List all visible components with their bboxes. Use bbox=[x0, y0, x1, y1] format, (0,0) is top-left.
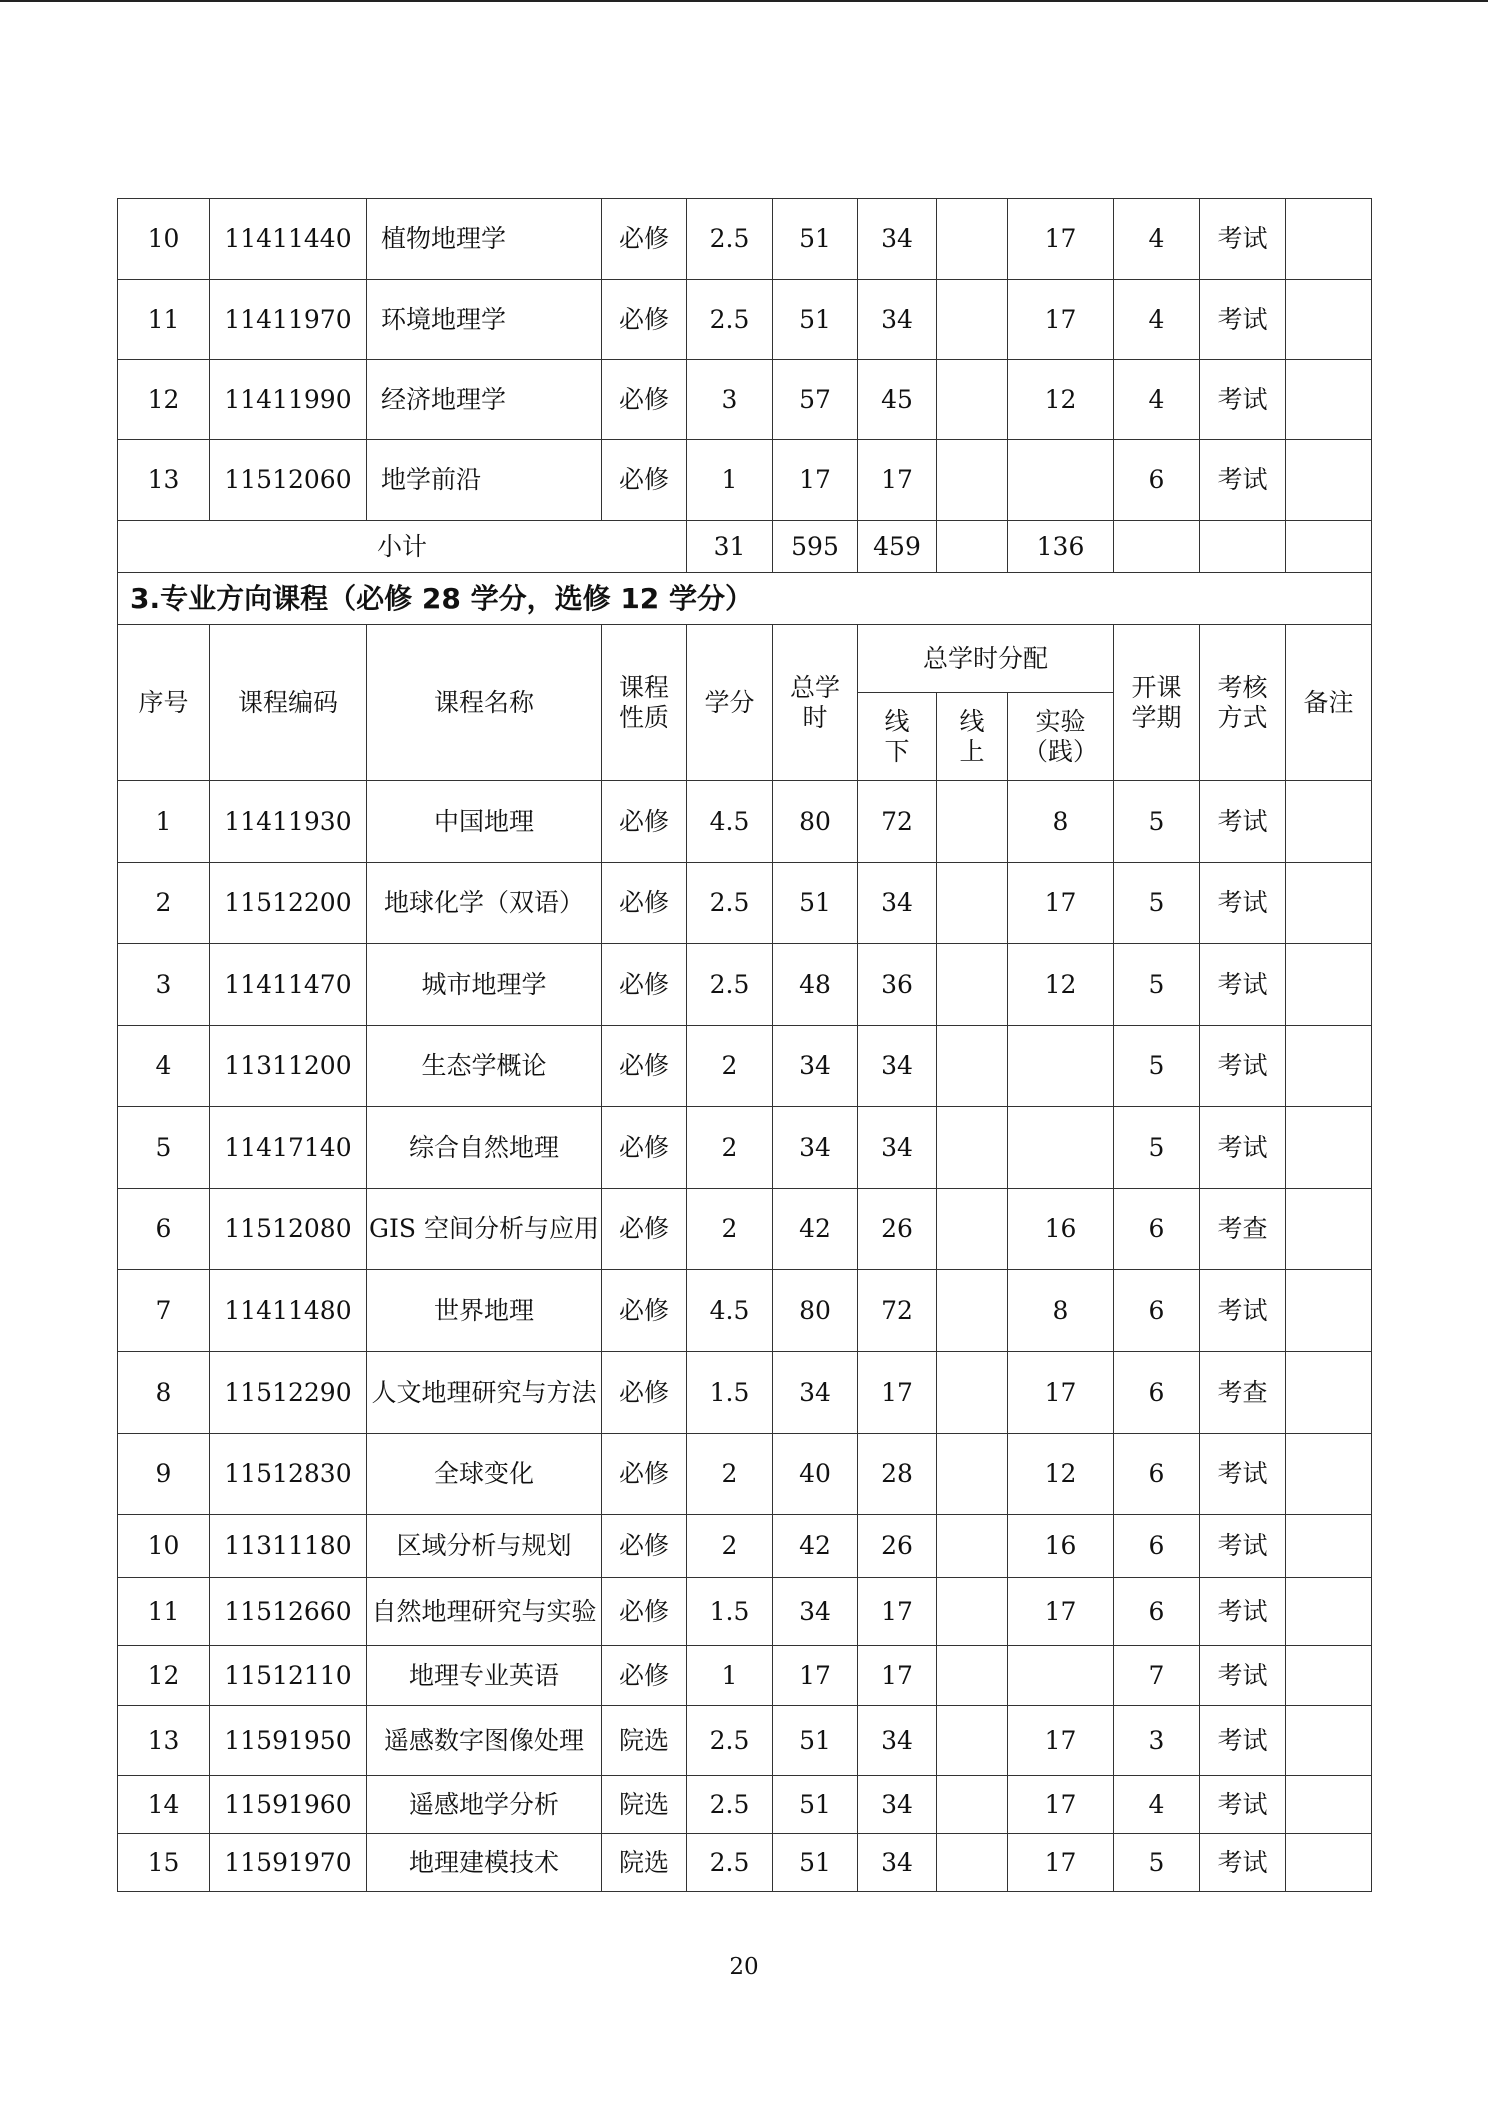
table-row bbox=[118, 280, 1372, 360]
header-hours-distribution: 总学时分配 bbox=[858, 625, 1114, 693]
cell-total-hours: 42 bbox=[773, 1515, 858, 1578]
cell-lab: 17 bbox=[1008, 1578, 1114, 1646]
cell-seq: 11 bbox=[118, 1578, 210, 1646]
cell-seq: 10 bbox=[118, 199, 210, 280]
cell-nature: 必修 bbox=[602, 280, 687, 360]
cell-online bbox=[937, 1434, 1008, 1515]
cell-note bbox=[1286, 944, 1372, 1026]
cell-total-hours: 34 bbox=[773, 1107, 858, 1189]
cell-online bbox=[937, 1352, 1008, 1434]
cell-note bbox=[1286, 1834, 1372, 1892]
cell-exam: 考试 bbox=[1200, 1834, 1286, 1892]
cell-exam: 考试 bbox=[1200, 1270, 1286, 1352]
cell-offline: 28 bbox=[858, 1434, 937, 1515]
cell-total-hours: 51 bbox=[773, 199, 858, 280]
cell-offline: 72 bbox=[858, 781, 937, 863]
cell-seq: 14 bbox=[118, 1776, 210, 1834]
cell-code: 11591970 bbox=[210, 1834, 367, 1892]
cell-term: 5 bbox=[1114, 1107, 1200, 1189]
cell-offline: 72 bbox=[858, 1270, 937, 1352]
table-row bbox=[118, 1515, 1372, 1578]
cell-term: 6 bbox=[1114, 1352, 1200, 1434]
cell-lab: 12 bbox=[1008, 1434, 1114, 1515]
cell-term: 5 bbox=[1114, 1834, 1200, 1892]
cell-total-hours: 40 bbox=[773, 1434, 858, 1515]
section-row bbox=[118, 573, 1372, 625]
header-name: 课程名称 bbox=[367, 625, 602, 781]
table-row bbox=[118, 440, 1372, 521]
table-row bbox=[118, 1646, 1372, 1706]
header-credit: 学分 bbox=[687, 625, 773, 781]
cell-seq: 10 bbox=[118, 1515, 210, 1578]
subtotal-total-hours: 595 bbox=[773, 521, 858, 573]
cell-lab: 17 bbox=[1008, 863, 1114, 944]
cell-exam: 考试 bbox=[1200, 1107, 1286, 1189]
cell-lab bbox=[1008, 440, 1114, 521]
cell-total-hours: 48 bbox=[773, 944, 858, 1026]
cell-lab: 12 bbox=[1008, 944, 1114, 1026]
cell-seq: 2 bbox=[118, 863, 210, 944]
subtotal-term bbox=[1114, 521, 1200, 573]
cell-lab: 8 bbox=[1008, 1270, 1114, 1352]
cell-nature: 必修 bbox=[602, 1270, 687, 1352]
cell-offline: 34 bbox=[858, 1834, 937, 1892]
cell-exam: 考试 bbox=[1200, 440, 1286, 521]
subtotal-online bbox=[937, 521, 1008, 573]
cell-code: 11411990 bbox=[210, 360, 367, 440]
cell-online bbox=[937, 360, 1008, 440]
cell-online bbox=[937, 1270, 1008, 1352]
cell-exam: 考试 bbox=[1200, 360, 1286, 440]
cell-total-hours: 34 bbox=[773, 1578, 858, 1646]
cell-exam: 考试 bbox=[1200, 1776, 1286, 1834]
cell-term: 4 bbox=[1114, 1776, 1200, 1834]
cell-online bbox=[937, 1646, 1008, 1706]
cell-seq: 11 bbox=[118, 280, 210, 360]
cell-code: 11512830 bbox=[210, 1434, 367, 1515]
cell-seq: 13 bbox=[118, 440, 210, 521]
cell-name: 生态学概论 bbox=[367, 1026, 602, 1107]
cell-lab: 17 bbox=[1008, 199, 1114, 280]
cell-seq: 15 bbox=[118, 1834, 210, 1892]
cell-nature: 必修 bbox=[602, 944, 687, 1026]
cell-nature: 必修 bbox=[602, 1515, 687, 1578]
header-offline: 线下 bbox=[858, 693, 937, 781]
cell-exam: 考试 bbox=[1200, 863, 1286, 944]
cell-lab: 17 bbox=[1008, 1776, 1114, 1834]
cell-name: 地理专业英语 bbox=[367, 1646, 602, 1706]
cell-online bbox=[937, 1834, 1008, 1892]
cell-offline: 34 bbox=[858, 863, 937, 944]
cell-offline: 45 bbox=[858, 360, 937, 440]
cell-code: 11411930 bbox=[210, 781, 367, 863]
cell-exam: 考查 bbox=[1200, 1352, 1286, 1434]
table-row bbox=[118, 1352, 1372, 1434]
header-exam: 考核方式 bbox=[1200, 625, 1286, 781]
cell-online bbox=[937, 1189, 1008, 1270]
cell-code: 11311180 bbox=[210, 1515, 367, 1578]
cell-credit: 2 bbox=[687, 1515, 773, 1578]
cell-note bbox=[1286, 1706, 1372, 1776]
cell-lab: 17 bbox=[1008, 1352, 1114, 1434]
table-row bbox=[118, 1107, 1372, 1189]
cell-exam: 考试 bbox=[1200, 1515, 1286, 1578]
cell-note bbox=[1286, 1270, 1372, 1352]
cell-nature: 必修 bbox=[602, 199, 687, 280]
cell-exam: 考试 bbox=[1200, 1646, 1286, 1706]
cell-lab bbox=[1008, 1107, 1114, 1189]
cell-nature: 必修 bbox=[602, 1578, 687, 1646]
table-row bbox=[118, 1578, 1372, 1646]
cell-lab: 17 bbox=[1008, 1834, 1114, 1892]
cell-online bbox=[937, 781, 1008, 863]
cell-credit: 2.5 bbox=[687, 280, 773, 360]
subtotal-body bbox=[118, 521, 1372, 625]
cell-credit: 2 bbox=[687, 1107, 773, 1189]
cell-nature: 必修 bbox=[602, 440, 687, 521]
cell-nature: 必修 bbox=[602, 1352, 687, 1434]
subtotal-label: 小计 bbox=[118, 521, 687, 573]
cell-credit: 2 bbox=[687, 1434, 773, 1515]
cell-nature: 院选 bbox=[602, 1776, 687, 1834]
header-body bbox=[118, 625, 1372, 781]
table-row bbox=[118, 781, 1372, 863]
cell-term: 7 bbox=[1114, 1646, 1200, 1706]
cell-offline: 17 bbox=[858, 1646, 937, 1706]
page-number: 20 bbox=[729, 1954, 759, 1980]
cell-term: 4 bbox=[1114, 360, 1200, 440]
cell-note bbox=[1286, 1107, 1372, 1189]
cell-nature: 必修 bbox=[602, 863, 687, 944]
cell-seq: 3 bbox=[118, 944, 210, 1026]
subtotal-offline: 459 bbox=[858, 521, 937, 573]
cell-seq: 13 bbox=[118, 1706, 210, 1776]
cell-note bbox=[1286, 1646, 1372, 1706]
cell-nature: 必修 bbox=[602, 1189, 687, 1270]
cell-name: 遥感数字图像处理 bbox=[367, 1706, 602, 1776]
cell-online bbox=[937, 440, 1008, 521]
cell-name: GIS 空间分析与应用 bbox=[367, 1189, 602, 1270]
cell-offline: 34 bbox=[858, 199, 937, 280]
cell-name: 全球变化 bbox=[367, 1434, 602, 1515]
cell-name: 植物地理学 bbox=[367, 199, 602, 280]
cell-name: 环境地理学 bbox=[367, 280, 602, 360]
cell-term: 5 bbox=[1114, 1026, 1200, 1107]
cell-code: 11512660 bbox=[210, 1578, 367, 1646]
cell-online bbox=[937, 280, 1008, 360]
cell-credit: 2.5 bbox=[687, 944, 773, 1026]
cell-seq: 4 bbox=[118, 1026, 210, 1107]
cell-total-hours: 34 bbox=[773, 1352, 858, 1434]
cell-credit: 3 bbox=[687, 360, 773, 440]
cell-nature: 必修 bbox=[602, 781, 687, 863]
cell-total-hours: 51 bbox=[773, 863, 858, 944]
cell-exam: 考试 bbox=[1200, 280, 1286, 360]
table-row bbox=[118, 1270, 1372, 1352]
cell-lab: 8 bbox=[1008, 781, 1114, 863]
cell-online bbox=[937, 1776, 1008, 1834]
cell-code: 11512200 bbox=[210, 863, 367, 944]
cell-exam: 考试 bbox=[1200, 1434, 1286, 1515]
cell-seq: 6 bbox=[118, 1189, 210, 1270]
cell-code: 11512060 bbox=[210, 440, 367, 521]
header-seq: 序号 bbox=[118, 625, 210, 781]
cell-code: 11417140 bbox=[210, 1107, 367, 1189]
cell-exam: 考试 bbox=[1200, 1026, 1286, 1107]
cell-online bbox=[937, 1107, 1008, 1189]
header-lab: 实验（践） bbox=[1008, 693, 1114, 781]
section-title: 3.专业方向课程（必修 28 学分，选修 12 学分） bbox=[118, 573, 1372, 625]
header-row-1 bbox=[118, 625, 1372, 693]
table-row bbox=[118, 360, 1372, 440]
cell-term: 6 bbox=[1114, 440, 1200, 521]
cell-name: 遥感地学分析 bbox=[367, 1776, 602, 1834]
cell-offline: 17 bbox=[858, 440, 937, 521]
cell-term: 4 bbox=[1114, 280, 1200, 360]
cell-total-hours: 17 bbox=[773, 440, 858, 521]
cell-note bbox=[1286, 1189, 1372, 1270]
cell-lab: 17 bbox=[1008, 1706, 1114, 1776]
cell-total-hours: 51 bbox=[773, 1776, 858, 1834]
cell-name: 城市地理学 bbox=[367, 944, 602, 1026]
cell-offline: 17 bbox=[858, 1578, 937, 1646]
cell-code: 11411470 bbox=[210, 944, 367, 1026]
cell-name: 世界地理 bbox=[367, 1270, 602, 1352]
cell-name: 地球化学（双语） bbox=[367, 863, 602, 944]
cell-name: 地学前沿 bbox=[367, 440, 602, 521]
cell-total-hours: 17 bbox=[773, 1646, 858, 1706]
cell-nature: 必修 bbox=[602, 360, 687, 440]
table-row bbox=[118, 1776, 1372, 1834]
header-total-hours: 总学时 bbox=[773, 625, 858, 781]
cell-offline: 34 bbox=[858, 1706, 937, 1776]
cell-total-hours: 80 bbox=[773, 1270, 858, 1352]
cell-nature: 必修 bbox=[602, 1434, 687, 1515]
cell-name: 区域分析与规划 bbox=[367, 1515, 602, 1578]
cell-note bbox=[1286, 781, 1372, 863]
cell-term: 5 bbox=[1114, 781, 1200, 863]
table-row bbox=[118, 199, 1372, 280]
cell-credit: 1 bbox=[687, 440, 773, 521]
top-border-line bbox=[0, 0, 1488, 2]
cell-nature: 必修 bbox=[602, 1646, 687, 1706]
subtotal-credits: 31 bbox=[687, 521, 773, 573]
cell-exam: 考试 bbox=[1200, 1706, 1286, 1776]
cell-online bbox=[937, 863, 1008, 944]
cell-exam: 考试 bbox=[1200, 1578, 1286, 1646]
cell-offline: 34 bbox=[858, 1026, 937, 1107]
cell-offline: 26 bbox=[858, 1515, 937, 1578]
table-row bbox=[118, 863, 1372, 944]
header-term: 开课学期 bbox=[1114, 625, 1200, 781]
cell-name: 中国地理 bbox=[367, 781, 602, 863]
cell-total-hours: 51 bbox=[773, 1706, 858, 1776]
cell-code: 11512290 bbox=[210, 1352, 367, 1434]
cell-offline: 36 bbox=[858, 944, 937, 1026]
cell-credit: 1.5 bbox=[687, 1352, 773, 1434]
cell-lab bbox=[1008, 1026, 1114, 1107]
cell-name: 经济地理学 bbox=[367, 360, 602, 440]
cell-seq: 12 bbox=[118, 1646, 210, 1706]
subtotal-row bbox=[118, 521, 1372, 573]
cell-offline: 34 bbox=[858, 1107, 937, 1189]
table-row bbox=[118, 1706, 1372, 1776]
cell-nature: 必修 bbox=[602, 1107, 687, 1189]
header-note: 备注 bbox=[1286, 625, 1372, 781]
cell-name: 自然地理研究与实验 bbox=[367, 1578, 602, 1646]
cell-note bbox=[1286, 1352, 1372, 1434]
cell-seq: 9 bbox=[118, 1434, 210, 1515]
cell-code: 11591960 bbox=[210, 1776, 367, 1834]
cell-credit: 1 bbox=[687, 1646, 773, 1706]
cell-term: 6 bbox=[1114, 1515, 1200, 1578]
cell-nature: 院选 bbox=[602, 1834, 687, 1892]
upper-table-body bbox=[118, 199, 1372, 521]
cell-exam: 考试 bbox=[1200, 199, 1286, 280]
curriculum-table bbox=[117, 198, 1372, 1892]
table-row bbox=[118, 1189, 1372, 1270]
cell-credit: 2 bbox=[687, 1189, 773, 1270]
cell-offline: 17 bbox=[858, 1352, 937, 1434]
cell-seq: 12 bbox=[118, 360, 210, 440]
subtotal-exam bbox=[1200, 521, 1286, 573]
cell-online bbox=[937, 1578, 1008, 1646]
cell-exam: 考试 bbox=[1200, 781, 1286, 863]
main-table-body bbox=[118, 781, 1372, 1892]
cell-credit: 4.5 bbox=[687, 781, 773, 863]
table-row bbox=[118, 1834, 1372, 1892]
cell-seq: 7 bbox=[118, 1270, 210, 1352]
cell-code: 11411440 bbox=[210, 199, 367, 280]
cell-term: 6 bbox=[1114, 1578, 1200, 1646]
subtotal-lab: 136 bbox=[1008, 521, 1114, 573]
cell-seq: 5 bbox=[118, 1107, 210, 1189]
cell-nature: 必修 bbox=[602, 1026, 687, 1107]
cell-total-hours: 57 bbox=[773, 360, 858, 440]
cell-note bbox=[1286, 199, 1372, 280]
cell-note bbox=[1286, 1026, 1372, 1107]
cell-credit: 2 bbox=[687, 1026, 773, 1107]
cell-note bbox=[1286, 360, 1372, 440]
cell-name: 综合自然地理 bbox=[367, 1107, 602, 1189]
cell-term: 6 bbox=[1114, 1270, 1200, 1352]
cell-offline: 34 bbox=[858, 1776, 937, 1834]
cell-total-hours: 51 bbox=[773, 1834, 858, 1892]
cell-credit: 2.5 bbox=[687, 1776, 773, 1834]
cell-online bbox=[937, 944, 1008, 1026]
table-row bbox=[118, 1026, 1372, 1107]
cell-term: 6 bbox=[1114, 1189, 1200, 1270]
cell-online bbox=[937, 1706, 1008, 1776]
cell-name: 人文地理研究与方法 bbox=[367, 1352, 602, 1434]
cell-note bbox=[1286, 440, 1372, 521]
cell-term: 5 bbox=[1114, 863, 1200, 944]
cell-nature: 院选 bbox=[602, 1706, 687, 1776]
table-row bbox=[118, 1434, 1372, 1515]
cell-credit: 2.5 bbox=[687, 863, 773, 944]
cell-term: 4 bbox=[1114, 199, 1200, 280]
cell-offline: 26 bbox=[858, 1189, 937, 1270]
cell-code: 11512110 bbox=[210, 1646, 367, 1706]
cell-credit: 4.5 bbox=[687, 1270, 773, 1352]
header-nature: 课程性质 bbox=[602, 625, 687, 781]
cell-lab bbox=[1008, 1646, 1114, 1706]
cell-name: 地理建模技术 bbox=[367, 1834, 602, 1892]
cell-credit: 2.5 bbox=[687, 199, 773, 280]
cell-term: 6 bbox=[1114, 1434, 1200, 1515]
header-online: 线上 bbox=[937, 693, 1008, 781]
cell-term: 3 bbox=[1114, 1706, 1200, 1776]
cell-note bbox=[1286, 280, 1372, 360]
cell-online bbox=[937, 1026, 1008, 1107]
table-row bbox=[118, 944, 1372, 1026]
cell-code: 11411480 bbox=[210, 1270, 367, 1352]
cell-credit: 1.5 bbox=[687, 1578, 773, 1646]
cell-exam: 考试 bbox=[1200, 944, 1286, 1026]
subtotal-note bbox=[1286, 521, 1372, 573]
cell-offline: 34 bbox=[858, 280, 937, 360]
cell-code: 11591950 bbox=[210, 1706, 367, 1776]
cell-seq: 1 bbox=[118, 781, 210, 863]
cell-note bbox=[1286, 863, 1372, 944]
cell-total-hours: 42 bbox=[773, 1189, 858, 1270]
cell-total-hours: 80 bbox=[773, 781, 858, 863]
cell-code: 11512080 bbox=[210, 1189, 367, 1270]
cell-lab: 16 bbox=[1008, 1515, 1114, 1578]
header-code: 课程编码 bbox=[210, 625, 367, 781]
cell-total-hours: 51 bbox=[773, 280, 858, 360]
cell-note bbox=[1286, 1515, 1372, 1578]
cell-total-hours: 34 bbox=[773, 1026, 858, 1107]
cell-term: 5 bbox=[1114, 944, 1200, 1026]
cell-online bbox=[937, 199, 1008, 280]
cell-exam: 考查 bbox=[1200, 1189, 1286, 1270]
cell-credit: 2.5 bbox=[687, 1834, 773, 1892]
cell-lab: 12 bbox=[1008, 360, 1114, 440]
cell-lab: 16 bbox=[1008, 1189, 1114, 1270]
cell-seq: 8 bbox=[118, 1352, 210, 1434]
cell-lab: 17 bbox=[1008, 280, 1114, 360]
cell-online bbox=[937, 1515, 1008, 1578]
cell-note bbox=[1286, 1578, 1372, 1646]
cell-note bbox=[1286, 1434, 1372, 1515]
cell-code: 11411970 bbox=[210, 280, 367, 360]
cell-code: 11311200 bbox=[210, 1026, 367, 1107]
cell-note bbox=[1286, 1776, 1372, 1834]
cell-credit: 2.5 bbox=[687, 1706, 773, 1776]
